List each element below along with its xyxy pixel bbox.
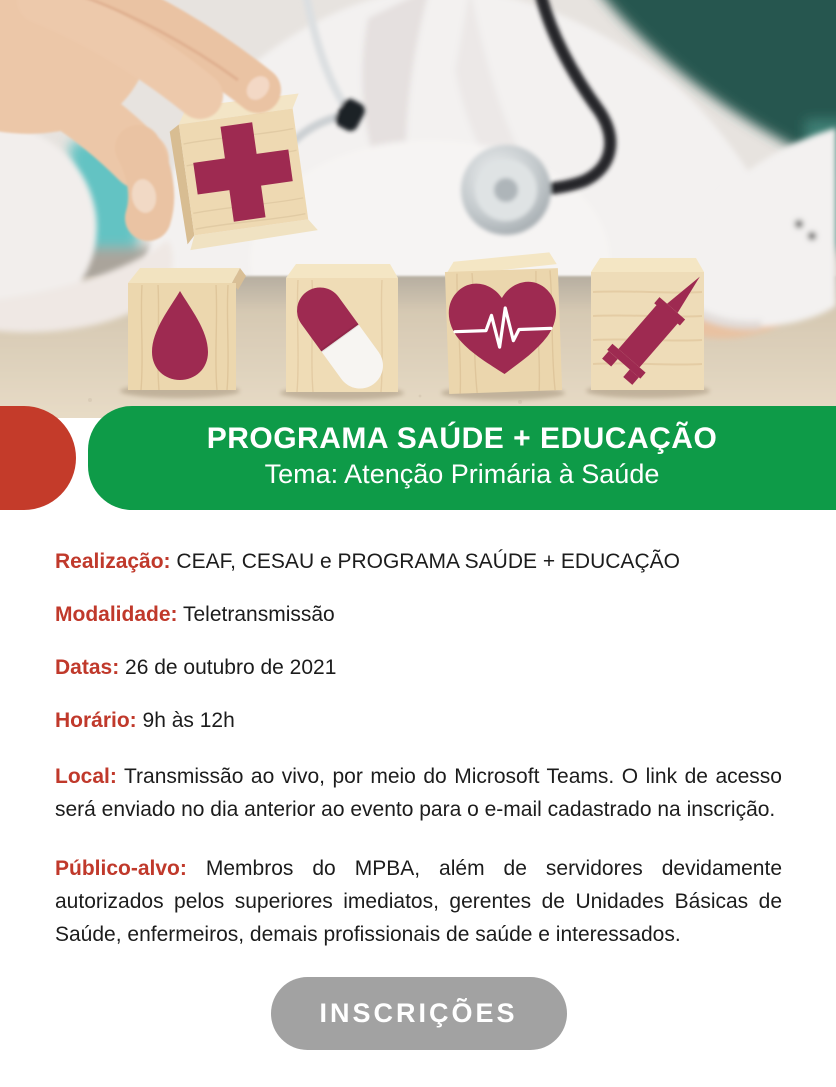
detail-text: 9h às 12h bbox=[142, 709, 235, 732]
block-heart-ecg bbox=[444, 252, 562, 394]
banner bbox=[88, 406, 836, 510]
banner-title: PROGRAMA SAÚDE + EDUCAÇÃO bbox=[206, 422, 718, 455]
detail-realizacao bbox=[55, 548, 782, 575]
detail-label: Local: bbox=[55, 765, 117, 788]
detail-label: Modalidade: bbox=[55, 603, 178, 626]
detail-datas bbox=[55, 654, 782, 681]
banner-subtitle: Tema: Atenção Primária à Saúde bbox=[264, 459, 660, 489]
detail-modalidade bbox=[55, 601, 782, 628]
detail-text: 26 de outubro de 2021 bbox=[125, 656, 337, 679]
detail-label: Datas: bbox=[55, 656, 120, 679]
detail-text: CEAF, CESAU e PROGRAMA SAÚDE + EDUCAÇÃO bbox=[176, 550, 680, 573]
detail-text: Teletransmissão bbox=[182, 603, 335, 626]
detail-publico-alvo bbox=[55, 852, 782, 951]
inscricoes-button[interactable]: INSCRIÇÕES bbox=[271, 977, 567, 1050]
block-syringe bbox=[591, 258, 716, 390]
hero-photo bbox=[0, 0, 836, 418]
red-accent-shape bbox=[0, 406, 76, 510]
detail-text: Transmissão ao vivo, por meio do Microsoft Teams. O link de acesso será enviado no dia anterior ao evento para o e-mail cadastrado na inscrição. bbox=[55, 765, 782, 821]
detail-label: Horário: bbox=[55, 709, 137, 732]
detail-horario bbox=[55, 707, 782, 734]
detail-text: Membros do MPBA, além de servidores devidamente autorizados pelos superiores imediatos, gerentes de Unidades Básicas de Saúde, enfermeiros, demais profissionais de saúde e interessados. bbox=[55, 857, 782, 946]
block-pill bbox=[286, 264, 398, 398]
block-blood-drop bbox=[128, 268, 246, 390]
detail-label: Realização: bbox=[55, 550, 171, 573]
detail-label: Público-alvo: bbox=[55, 857, 187, 880]
detail-local bbox=[55, 760, 782, 826]
event-details bbox=[55, 510, 782, 1050]
